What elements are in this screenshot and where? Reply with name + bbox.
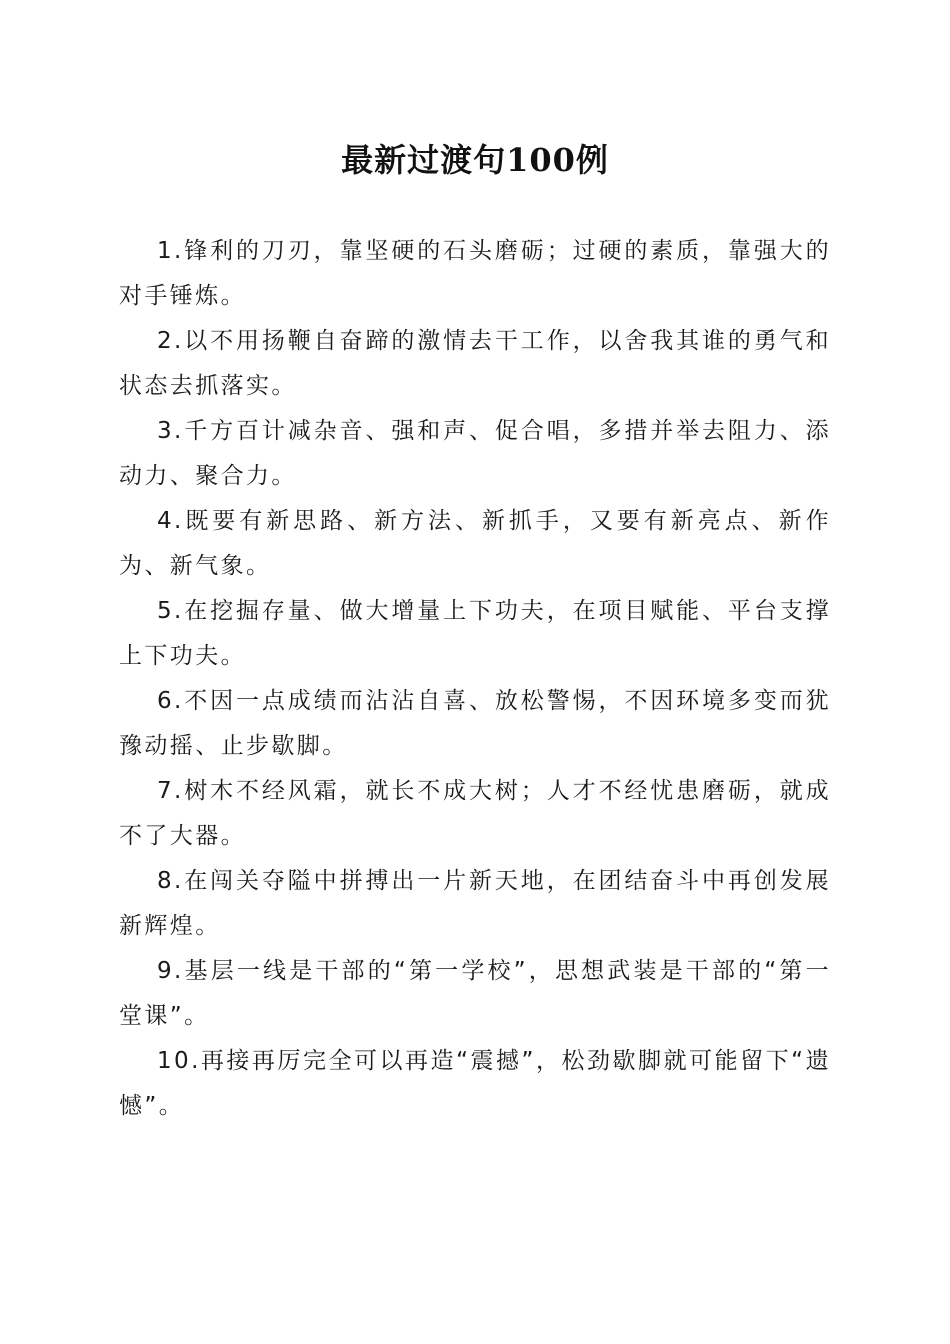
- paragraph-7: 7.树木不经风霜，就长不成大树；人才不经忧患磨砺，就成不了大器。: [119, 778, 831, 849]
- paragraph-5: 5.在挖掘存量、做大增量上下功夫，在项目赋能、平台支撑上下功夫。: [119, 598, 831, 669]
- document-title: 最新过渡句100例: [341, 141, 609, 179]
- paragraph-9: 9.基层一线是干部的“第一学校”，思想武装是干部的“第一堂课”。: [119, 958, 831, 1029]
- paragraph-1: 1.锋利的刀刃，靠坚硬的石头磨砺；过硬的素质，靠强大的对手锤炼。: [119, 238, 831, 309]
- paragraph-8: 8.在闯关夺隘中拼搏出一片新天地，在团结奋斗中再创发展新辉煌。: [119, 868, 831, 939]
- paragraph-4: 4.既要有新思路、新方法、新抓手，又要有新亮点、新作为、新气象。: [119, 508, 831, 579]
- paragraph-2: 2.以不用扬鞭自奋蹄的激情去干工作，以舍我其谁的勇气和状态去抓落实。: [119, 328, 831, 399]
- paragraph-10: 10.再接再厉完全可以再造“震撼”，松劲歇脚就可能留下“遗憾”。: [119, 1048, 831, 1119]
- paragraph-6: 6.不因一点成绩而沾沾自喜、放松警惕，不因环境多变而犹豫动摇、止步歇脚。: [119, 688, 831, 759]
- paragraph-3: 3.千方百计减杂音、强和声、促合唱，多措并举去阻力、添动力、聚合力。: [119, 418, 831, 489]
- document-body: [119, 229, 831, 1129]
